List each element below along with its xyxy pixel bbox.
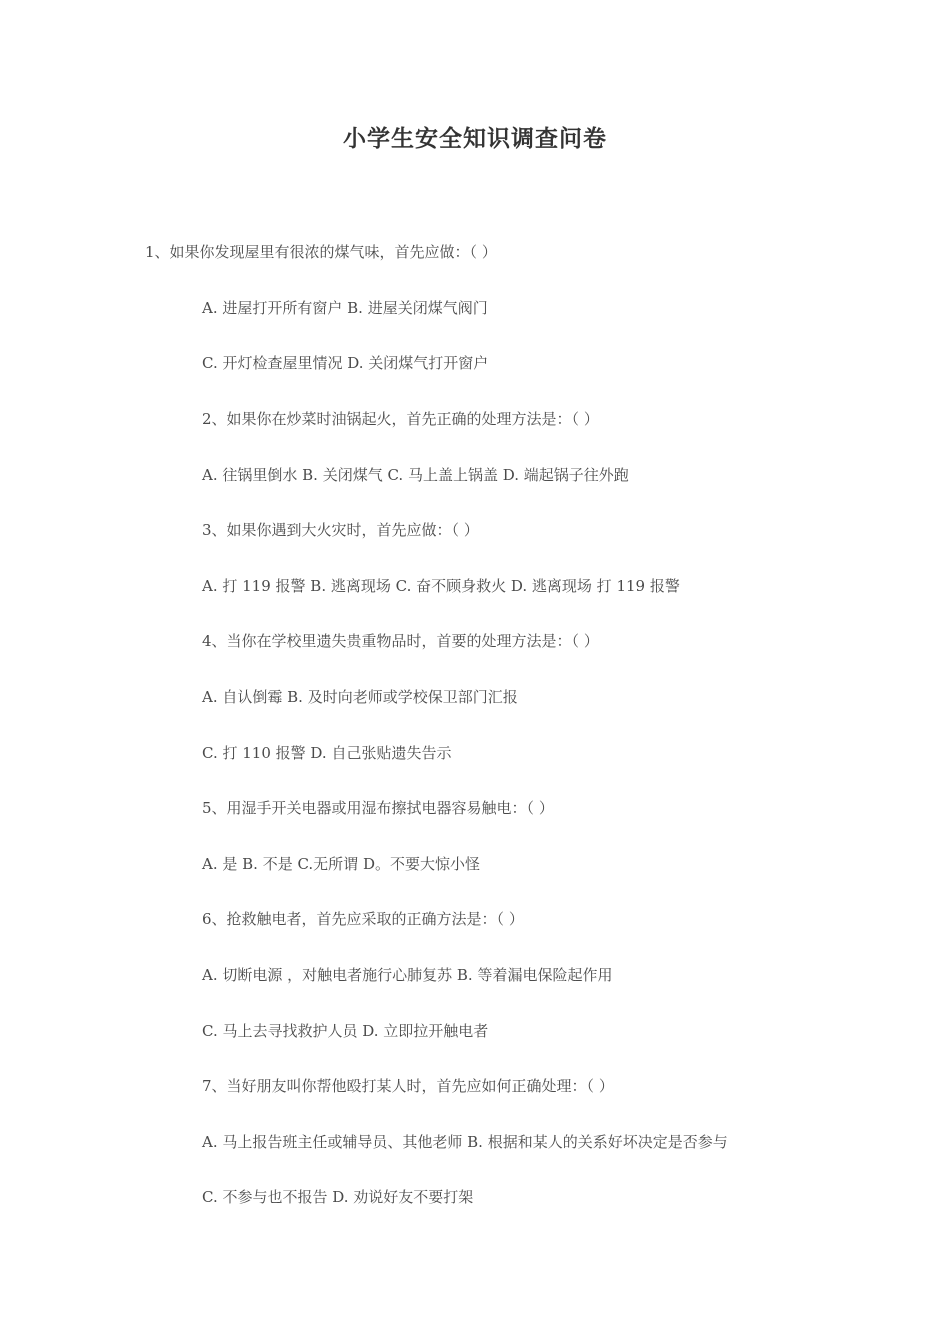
question-3-options: A. 打 119 报警 B. 逃离现场 C. 奋不顾身救火 D. 逃离现场 打 119 报警 [202,577,680,595]
question-5: 5、用湿手开关电器或用湿布擦拭电器容易触电：（ ） [202,799,554,817]
question-2: 2、如果你在炒菜时油锅起火，首先正确的处理方法是：（ ） [202,410,599,428]
question-3: 3、如果你遇到大火灾时，首先应做：（ ） [202,521,479,539]
question-6-options-c-d: C. 马上去寻找救护人员 D. 立即拉开触电者 [202,1022,489,1040]
question-2-options: A. 往锅里倒水 B. 关闭煤气 C. 马上盖上锅盖 D. 端起锅子往外跑 [202,466,629,484]
question-1: 1、如果你发现屋里有很浓的煤气味，首先应做：（ ） [145,243,497,261]
question-7-options-a-b: A. 马上报告班主任或辅导员、其他老师 B. 根据和某人的关系好坏决定是否参与 [202,1133,728,1151]
question-1-options-c-d: C. 开灯检查屋里情况 D. 关闭煤气打开窗户 [202,354,489,372]
question-1-options-a-b: A. 进屋打开所有窗户 B. 进屋关闭煤气阀门 [202,299,488,317]
question-4-options-c-d: C. 打 110 报警 D. 自己张贴遗失告示 [202,744,452,762]
question-6: 6、抢救触电者，首先应采取的正确方法是：（ ） [202,910,524,928]
question-4: 4、当你在学校里遗失贵重物品时，首要的处理方法是：（ ） [202,632,599,650]
question-4-options-a-b: A. 自认倒霉 B. 及时向老师或学校保卫部门汇报 [202,688,518,706]
question-6-options-a-b: A. 切断电源 ，对触电者施行心肺复苏 B. 等着漏电保险起作用 [202,966,613,984]
question-7-options-c-d: C. 不参与也不报告 D. 劝说好友不要打架 [202,1188,474,1206]
document-title: 小学生安全知识调查问卷 [343,125,607,152]
question-5-options: A. 是 B. 不是 C.无所谓 D。不要大惊小怪 [202,855,480,873]
question-7: 7、当好朋友叫你帮他殴打某人时，首先应如何正确处理：（ ） [202,1077,614,1095]
